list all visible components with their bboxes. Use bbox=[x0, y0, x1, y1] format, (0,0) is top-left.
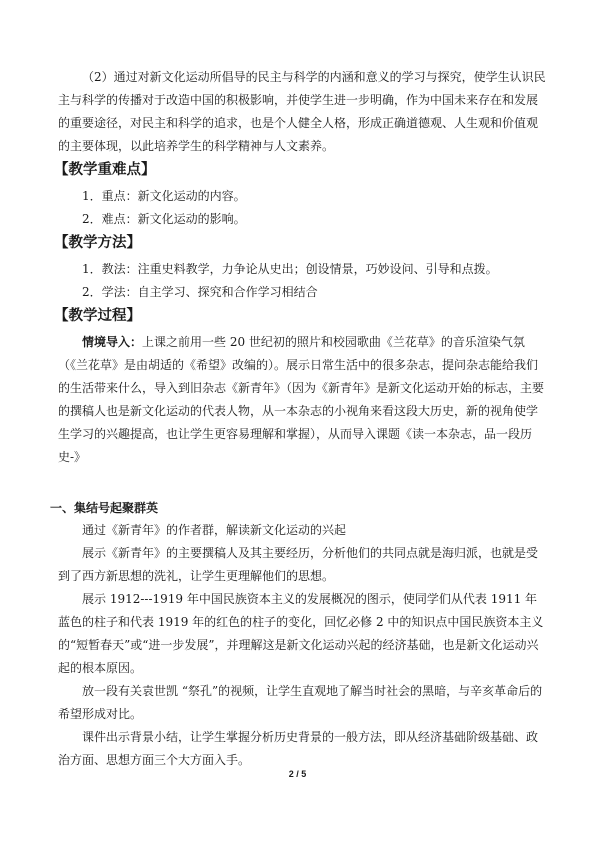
intro-lead: 情境导入： bbox=[82, 335, 143, 349]
heading-key-points: 【教学重难点】 bbox=[54, 162, 156, 178]
body-paragraph: 展示 1912---1919 年中国民族资本主义的发展概况的图示，使同学们从代表 1911 年蓝色的柱子和代表 1919 年的红色的柱子的变化，回忆必修 2 中的知识点中国民族资本主义的“短暂春天”或“进一步发展”，并理解这是新文化运动兴起的经济基础，也是新文化运动兴起的根本原因。 bbox=[58, 592, 544, 675]
list-item: 1．重点：新文化运动的内容。 bbox=[82, 189, 246, 203]
body-paragraph: 展示《新青年》的主要撰稿人及其主要经历，分析他们的共同点就是海归派，也就是受到了西方新思想的洗礼，让学生更理解他们的思想。 bbox=[58, 546, 539, 583]
key-points-list bbox=[58, 185, 546, 231]
list-item: 2．学法：自主学习、探究和合作学习相结合 bbox=[82, 285, 318, 299]
methods-list bbox=[58, 258, 546, 304]
page-number: 2 / 5 bbox=[288, 769, 307, 779]
intro-text: 上课之前用一些 20 世纪初的照片和校园歌曲《兰花草》的音乐渲染气氛（《兰花草》是由胡适的《希望》改编的）。展示日常生活中的很多杂志，提问杂志能给我们的生活带来什么，导入到旧杂志《新青年》（因为《新青年》是新文化运动开始的标志，主要的撰稿人也是新文化运动的代表人物，从一本杂志的小视角来看这段大历史，新的视角使学生学习的兴趣提高，也让学生更容易理解和掌握），从而导入课题《读一本杂志，品一段历史-》 bbox=[58, 335, 545, 464]
body-paragraph: 课件出示背景小结，让学生掌握分析历史背景的一般方法，即从经济基础阶级基础、政治方面、思想方面三个大方面入手。 bbox=[58, 730, 539, 767]
intro-paragraph bbox=[58, 331, 546, 469]
part1-heading: 一、集结号起聚群英 bbox=[50, 501, 159, 515]
heading-process: 【教学过程】 bbox=[54, 308, 141, 324]
list-item: 1．教法：注重史料教学，力争论从史出；创设情景，巧妙设问、引导和点拨。 bbox=[82, 262, 498, 276]
body-paragraph: 放一段有关袁世凯 “祭孔”的视频，让学生直观地了解当时社会的黑暗，与辛亥革命后的希望形成对比。 bbox=[58, 684, 543, 721]
page-content bbox=[50, 66, 546, 772]
list-item: 2．难点：新文化运动的影响。 bbox=[82, 212, 246, 226]
objective-paragraph: （2）通过对新文化运动所倡导的民主与科学的内涵和意义的学习与探究，使学生认识民主与科学的传播对于改造中国的积极影响，并使学生进一步明确，作为中国未来存在和发展的重要途径，对民主和科学的追求，也是个人健全人格，形成正确道德观、人生观和价值观的主要体现，以此培养学生的科学精神与人文素养。 bbox=[58, 70, 546, 153]
body-paragraph: 通过《新青年》的作者群，解读新文化运动的兴起 bbox=[82, 523, 347, 537]
heading-methods: 【教学方法】 bbox=[54, 235, 141, 251]
